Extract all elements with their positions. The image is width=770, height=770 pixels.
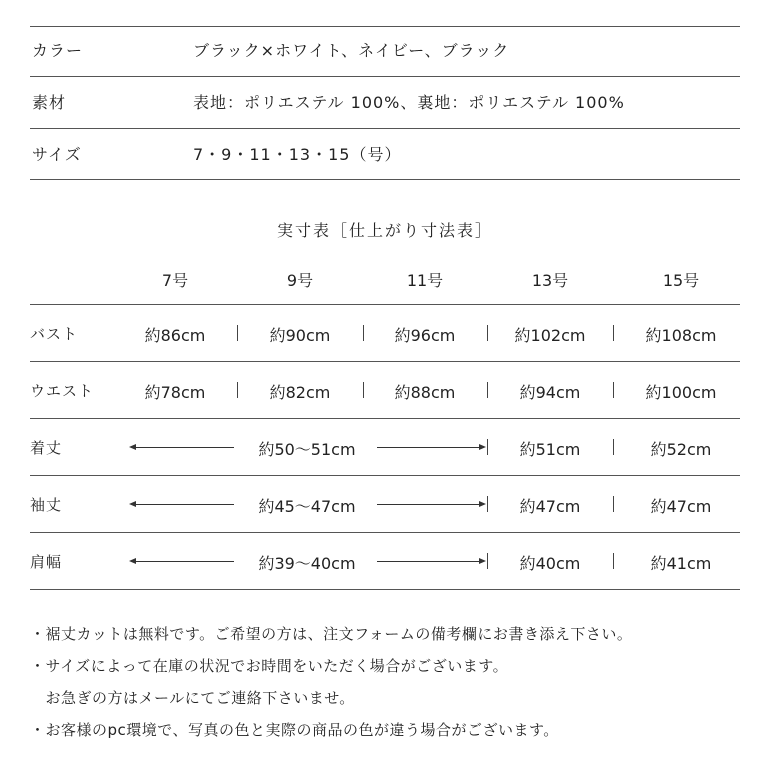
- column-separator: [613, 553, 614, 569]
- divider: [30, 26, 740, 27]
- note-item: お急ぎの方はメールにてご連絡下さいませ。: [30, 689, 355, 707]
- column-separator: [237, 325, 238, 341]
- cell: 約96cm: [394, 326, 456, 345]
- merged-cell: 約39〜40cm: [258, 554, 356, 573]
- divider: [30, 179, 740, 180]
- column-header-7: 7号: [161, 271, 189, 290]
- divider: [30, 475, 740, 476]
- divider: [30, 304, 740, 305]
- note-item: ・お客様のpc環境で、写真の色と実際の商品の色が違う場合がございます。: [30, 721, 559, 739]
- row-label-waist: ウエスト: [30, 382, 95, 400]
- size-table-title: 実寸表［仕上がり寸法表］: [276, 221, 493, 240]
- divider: [30, 418, 740, 419]
- note-item: ・裾丈カットは無料です。ご希望の方は、注文フォームの備考欄にお書き添え下さい。: [30, 625, 633, 643]
- cell: 約86cm: [144, 326, 206, 345]
- arrow-line: [377, 504, 480, 505]
- arrow-line: [377, 447, 480, 448]
- spec-label-size: サイズ: [32, 145, 82, 164]
- column-separator: [487, 439, 488, 455]
- column-header-9: 9号: [286, 271, 314, 290]
- merged-cell: 約45〜47cm: [258, 497, 356, 516]
- column-separator: [487, 553, 488, 569]
- cell: 約52cm: [650, 440, 712, 459]
- column-separator: [237, 382, 238, 398]
- cell: 約78cm: [144, 383, 206, 402]
- cell: 約51cm: [519, 440, 581, 459]
- cell: 約47cm: [650, 497, 712, 516]
- spec-value-color: ブラック×ホワイト、ネイビー、ブラック: [193, 41, 510, 60]
- row-label-bust: バスト: [30, 325, 79, 343]
- column-header-15: 15号: [662, 271, 700, 290]
- spec-label-material: 素材: [32, 93, 67, 112]
- cell: 約90cm: [269, 326, 331, 345]
- spec-label-color: カラー: [32, 41, 84, 60]
- spec-value-size: 7・9・11・13・15（号）: [193, 145, 402, 164]
- arrow-right-icon: [479, 501, 486, 507]
- cell: 約102cm: [514, 326, 586, 345]
- column-separator: [487, 325, 488, 341]
- column-separator: [613, 496, 614, 512]
- cell: 約40cm: [519, 554, 581, 573]
- column-separator: [613, 382, 614, 398]
- arrow-right-icon: [479, 444, 486, 450]
- arrow-line: [377, 561, 480, 562]
- row-label-length: 着丈: [30, 439, 63, 457]
- cell: 約88cm: [394, 383, 456, 402]
- merged-cell: 約50〜51cm: [258, 440, 356, 459]
- arrow-line: [134, 504, 234, 505]
- column-separator: [487, 496, 488, 512]
- arrow-line: [134, 447, 234, 448]
- note-item: ・サイズによって在庫の状況でお時間をいただく場合がございます。: [30, 657, 509, 675]
- arrow-line: [134, 561, 234, 562]
- column-header-13: 13号: [531, 271, 569, 290]
- cell: 約47cm: [519, 497, 581, 516]
- cell: 約108cm: [645, 326, 717, 345]
- divider: [30, 361, 740, 362]
- cell: 約82cm: [269, 383, 331, 402]
- divider: [30, 589, 740, 590]
- spec-value-material: 表地：ポリエステル 100%、裏地：ポリエステル 100%: [193, 93, 625, 112]
- cell: 約94cm: [519, 383, 581, 402]
- row-label-shoulder: 肩幅: [30, 553, 63, 571]
- column-separator: [487, 382, 488, 398]
- column-separator: [363, 382, 364, 398]
- row-label-sleeve: 袖丈: [30, 496, 63, 514]
- cell: 約100cm: [645, 383, 717, 402]
- divider: [30, 76, 740, 77]
- cell: 約41cm: [650, 554, 712, 573]
- column-separator: [613, 325, 614, 341]
- column-separator: [363, 325, 364, 341]
- divider: [30, 532, 740, 533]
- column-separator: [613, 439, 614, 455]
- divider: [30, 128, 740, 129]
- arrow-right-icon: [479, 558, 486, 564]
- column-header-11: 11号: [406, 271, 444, 290]
